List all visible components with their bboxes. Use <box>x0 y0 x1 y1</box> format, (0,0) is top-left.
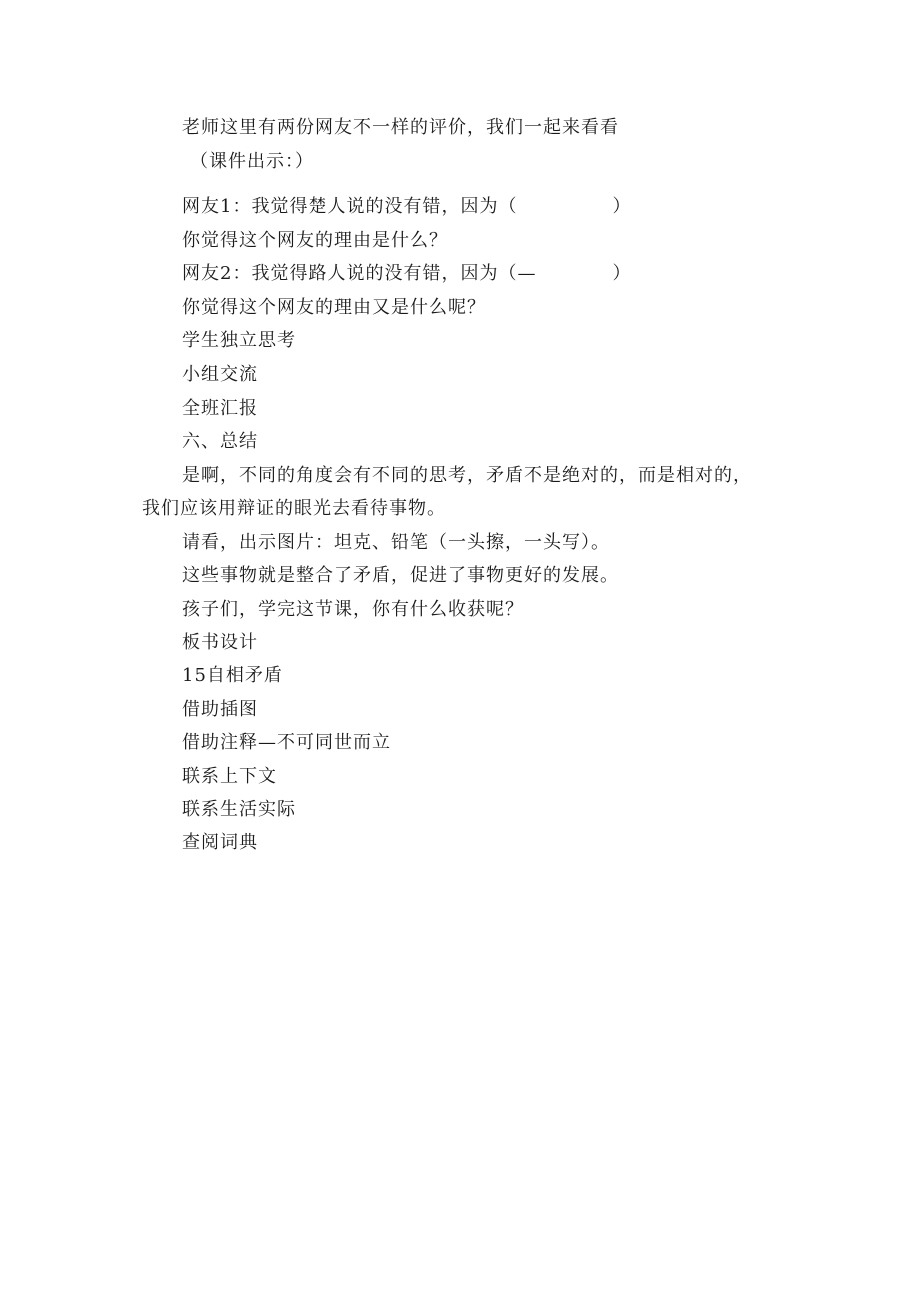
step-group: 小组交流 <box>182 364 258 385</box>
question-netizen-2: 你觉得这个网友的理由又是什么呢？ <box>182 297 486 318</box>
board-title: 15自相矛盾 <box>182 665 283 686</box>
section-heading-summary: 六、总结 <box>182 431 258 452</box>
board-item: 查阅词典 <box>182 832 258 853</box>
step-report: 全班汇报 <box>182 398 258 419</box>
question-netizen-1: 你觉得这个网友的理由是什么？ <box>182 230 448 251</box>
step-think: 学生独立思考 <box>182 330 296 351</box>
netizen-1-comment: 网友1：我觉得楚人说的没有错，因为（ ） <box>182 196 632 217</box>
board-design-heading: 板书设计 <box>182 632 258 653</box>
picture-paragraph: 请看，出示图片：坦克、铅笔（一头擦，一头写）。 <box>182 532 610 553</box>
board-item: 联系生活实际 <box>182 799 296 820</box>
summary-paragraph: 是啊，不同的角度会有不同的思考，矛盾不是绝对的，而是相对的，我们应该用辩证的眼光去看待事物。 <box>142 465 752 519</box>
integration-paragraph: 这些事物就是整合了矛盾，促进了事物更好的发展。 <box>182 565 619 586</box>
netizen-2-comment: 网友2：我觉得路人说的没有错，因为（— ） <box>182 263 632 284</box>
board-item: 借助注释—不可同世而立 <box>182 732 391 753</box>
intro-paragraph: 老师这里有两份网友不一样的评价，我们一起来看看 <box>182 117 619 138</box>
board-item: 借助插图 <box>182 699 258 720</box>
harvest-question: 孩子们，学完这节课，你有什么收获呢？ <box>182 599 524 620</box>
courseware-note: （课件出示：） <box>190 151 314 172</box>
board-item: 联系上下文 <box>182 766 277 787</box>
